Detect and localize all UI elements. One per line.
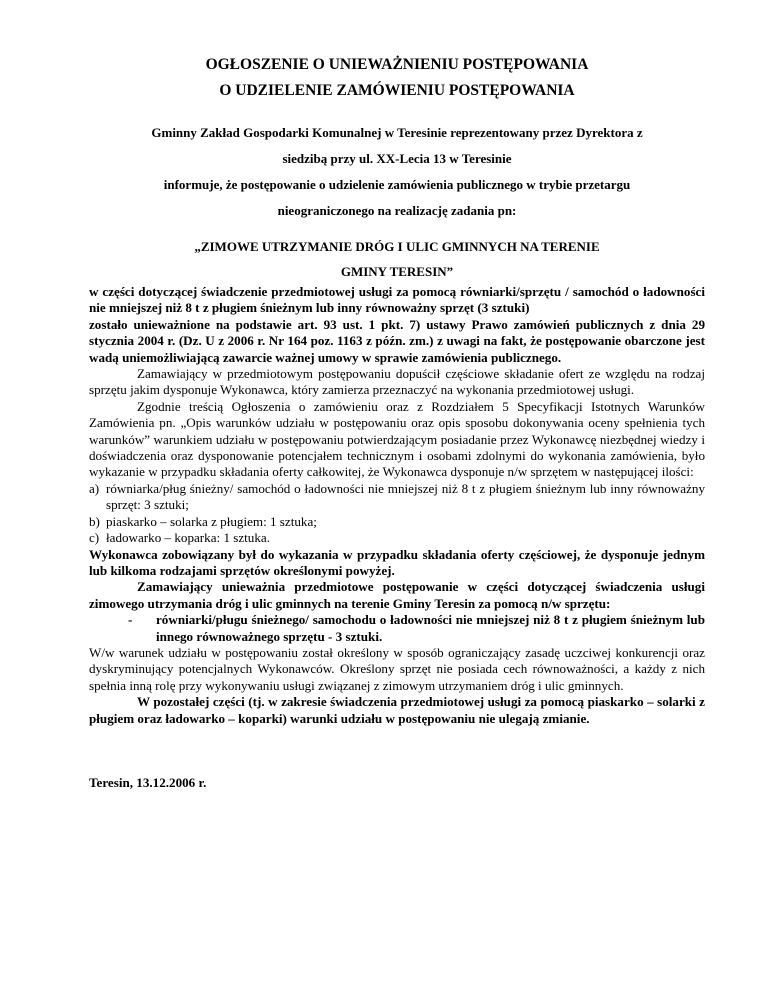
justification-paragraph: W/w warunek udziału w postępowaniu został określony w sposób ograniczający zasadę uczciwej konkurencji oraz dyskryminujący potencjalnych Wykonawców. Określony sprzęt nie posiada cech równoważności, a każdy z nich spełnia inną rolę przy wykonywaniu usługi związanej z zimowym utrzymaniem dróg i ulic gminnych. <box>89 644 705 693</box>
intro-line: Gminny Zakład Gospodarki Komunalnej w Teresinie reprezentowany przez Dyrektora z <box>151 125 643 140</box>
task-name <box>89 234 705 284</box>
intro-line: nieograniczonego na realizację zadania pn: <box>277 203 517 218</box>
document-title: OGŁOSZENIE O UNIEWAŻNIENIU POSTĘPOWANIA <box>205 56 589 73</box>
intro-block <box>89 120 705 224</box>
list-item-text: równiarka/pług śnieżny/ samochód o ładowności nie mniejszej niż 8 t z pługiem śnieżnym lub inny równoważny sprzęt: 3 sztuki; <box>106 480 705 513</box>
document-body <box>89 284 705 727</box>
intro-line: siedzibą przy ul. XX-Lecia 13 w Teresinie <box>282 151 512 166</box>
conditions-paragraph: Zgodnie treścią Ogłoszenia o zamówieniu oraz z Rozdziałem 5 Specyfikacji Istotnych Warunków Zamówienia pn. „Opis warunków udziału w postępowaniu oraz opis sposobu dokonywania oceny spełnienia tych warunków” warunkiem udziału w postępowaniu potwierdzającym posiadanie przez Wykonawcę niezbędnej wiedzy i doświadczenia oraz dysponowanie potencjałem technicznym i osobami zdolnymi do wykonania zamówienia, było wykazanie w przypadku składania oferty całkowitej, że Wykonawca dysponuje n/w sprzętem w następującej ilości: <box>89 398 705 480</box>
dash-marker: - <box>128 612 133 628</box>
obligation-paragraph: Wykonawca zobowiązany był do wykazania w przypadku składania oferty częściowej, że dysponuje jednym lub kilkoma rodzajami sprzętów określonymi powyżej. <box>89 546 705 578</box>
list-marker: a) <box>89 480 100 496</box>
place-date: Teresin, 13.12.2006 r. <box>89 774 207 790</box>
list-item <box>89 530 705 546</box>
list-item-text: piaskarko – solarka z pługiem: 1 sztuka; <box>106 513 317 529</box>
list-marker: c) <box>89 530 100 546</box>
document-subtitle: O UDZIELENIE ZAMÓWIENIU POSTĘPOWANIA <box>219 82 575 99</box>
list-item <box>89 481 705 514</box>
list-marker: b) <box>89 513 100 529</box>
intro-line: informuje, że postępowanie o udzielenie zamówienia publicznego w trybie przetargu <box>163 177 631 192</box>
partial-offers-paragraph: Zamawiający w przedmiotowym postępowaniu dopuścił częściowe składanie ofert ze względu na rodzaj sprzętu jakim dysponuje Wykonawca, który zamierza przeznaczyć na wykonania przedmiotowej usługi. <box>89 366 705 398</box>
decision-item <box>89 612 705 645</box>
task-name-line: „ZIMOWE UTRZYMANIE DRÓG I ULIC GMINNYCH NA TERENIE <box>194 239 600 254</box>
remaining-paragraph: W pozostałej części (tj. w zakresie świadczenia przedmiotowej usługi za pomocą piaskarko – solarki z pługiem oraz ładowarko – koparki) warunki udziału w postępowaniu nie ulegają zmianie. <box>89 694 705 726</box>
equipment-list <box>89 481 705 547</box>
list-item-text: ładowarko – koparka: 1 sztuka. <box>106 530 270 546</box>
scope-paragraph: w części dotyczącej świadczenie przedmiotowej usługi za pomocą równiarki/sprzętu / samochód o ładowności nie mniejszej niż 8 t z pługiem śnieżnym lub inny równoważny sprzęt (3 sztuki) <box>89 284 705 316</box>
decision-item-text: równiarki/pługu śnieżnego/ samochodu o ładowności nie mniejszej niż 8 t z pługiem śnieżnym lub innego równoważnego sprzętu - 3 sztuki. <box>156 612 705 644</box>
decision-paragraph: Zamawiający unieważnia przedmiotowe postępowanie w części dotyczącej świadczenia usługi zimowego utrzymania dróg i ulic gminnych na terenie Gminy Teresin za pomocą n/w sprzętu: <box>89 579 705 611</box>
list-item <box>89 514 705 530</box>
task-name-line: GMINY TERESIN” <box>340 264 454 279</box>
annulment-paragraph: zostało unieważnione na podstawie art. 93 ust. 1 pkt. 7) ustawy Prawo zamówień publicznych z dnia 29 stycznia 2004 r. (Dz. U z 2006 r. Nr 164 poz. 1163 z późn. zm.) z uwagi na fakt, że postępowanie obarczone jest wadą uniemożliwiającą zawarcie ważnej umowy w sprawie zamówienia publicznego. <box>89 316 705 365</box>
